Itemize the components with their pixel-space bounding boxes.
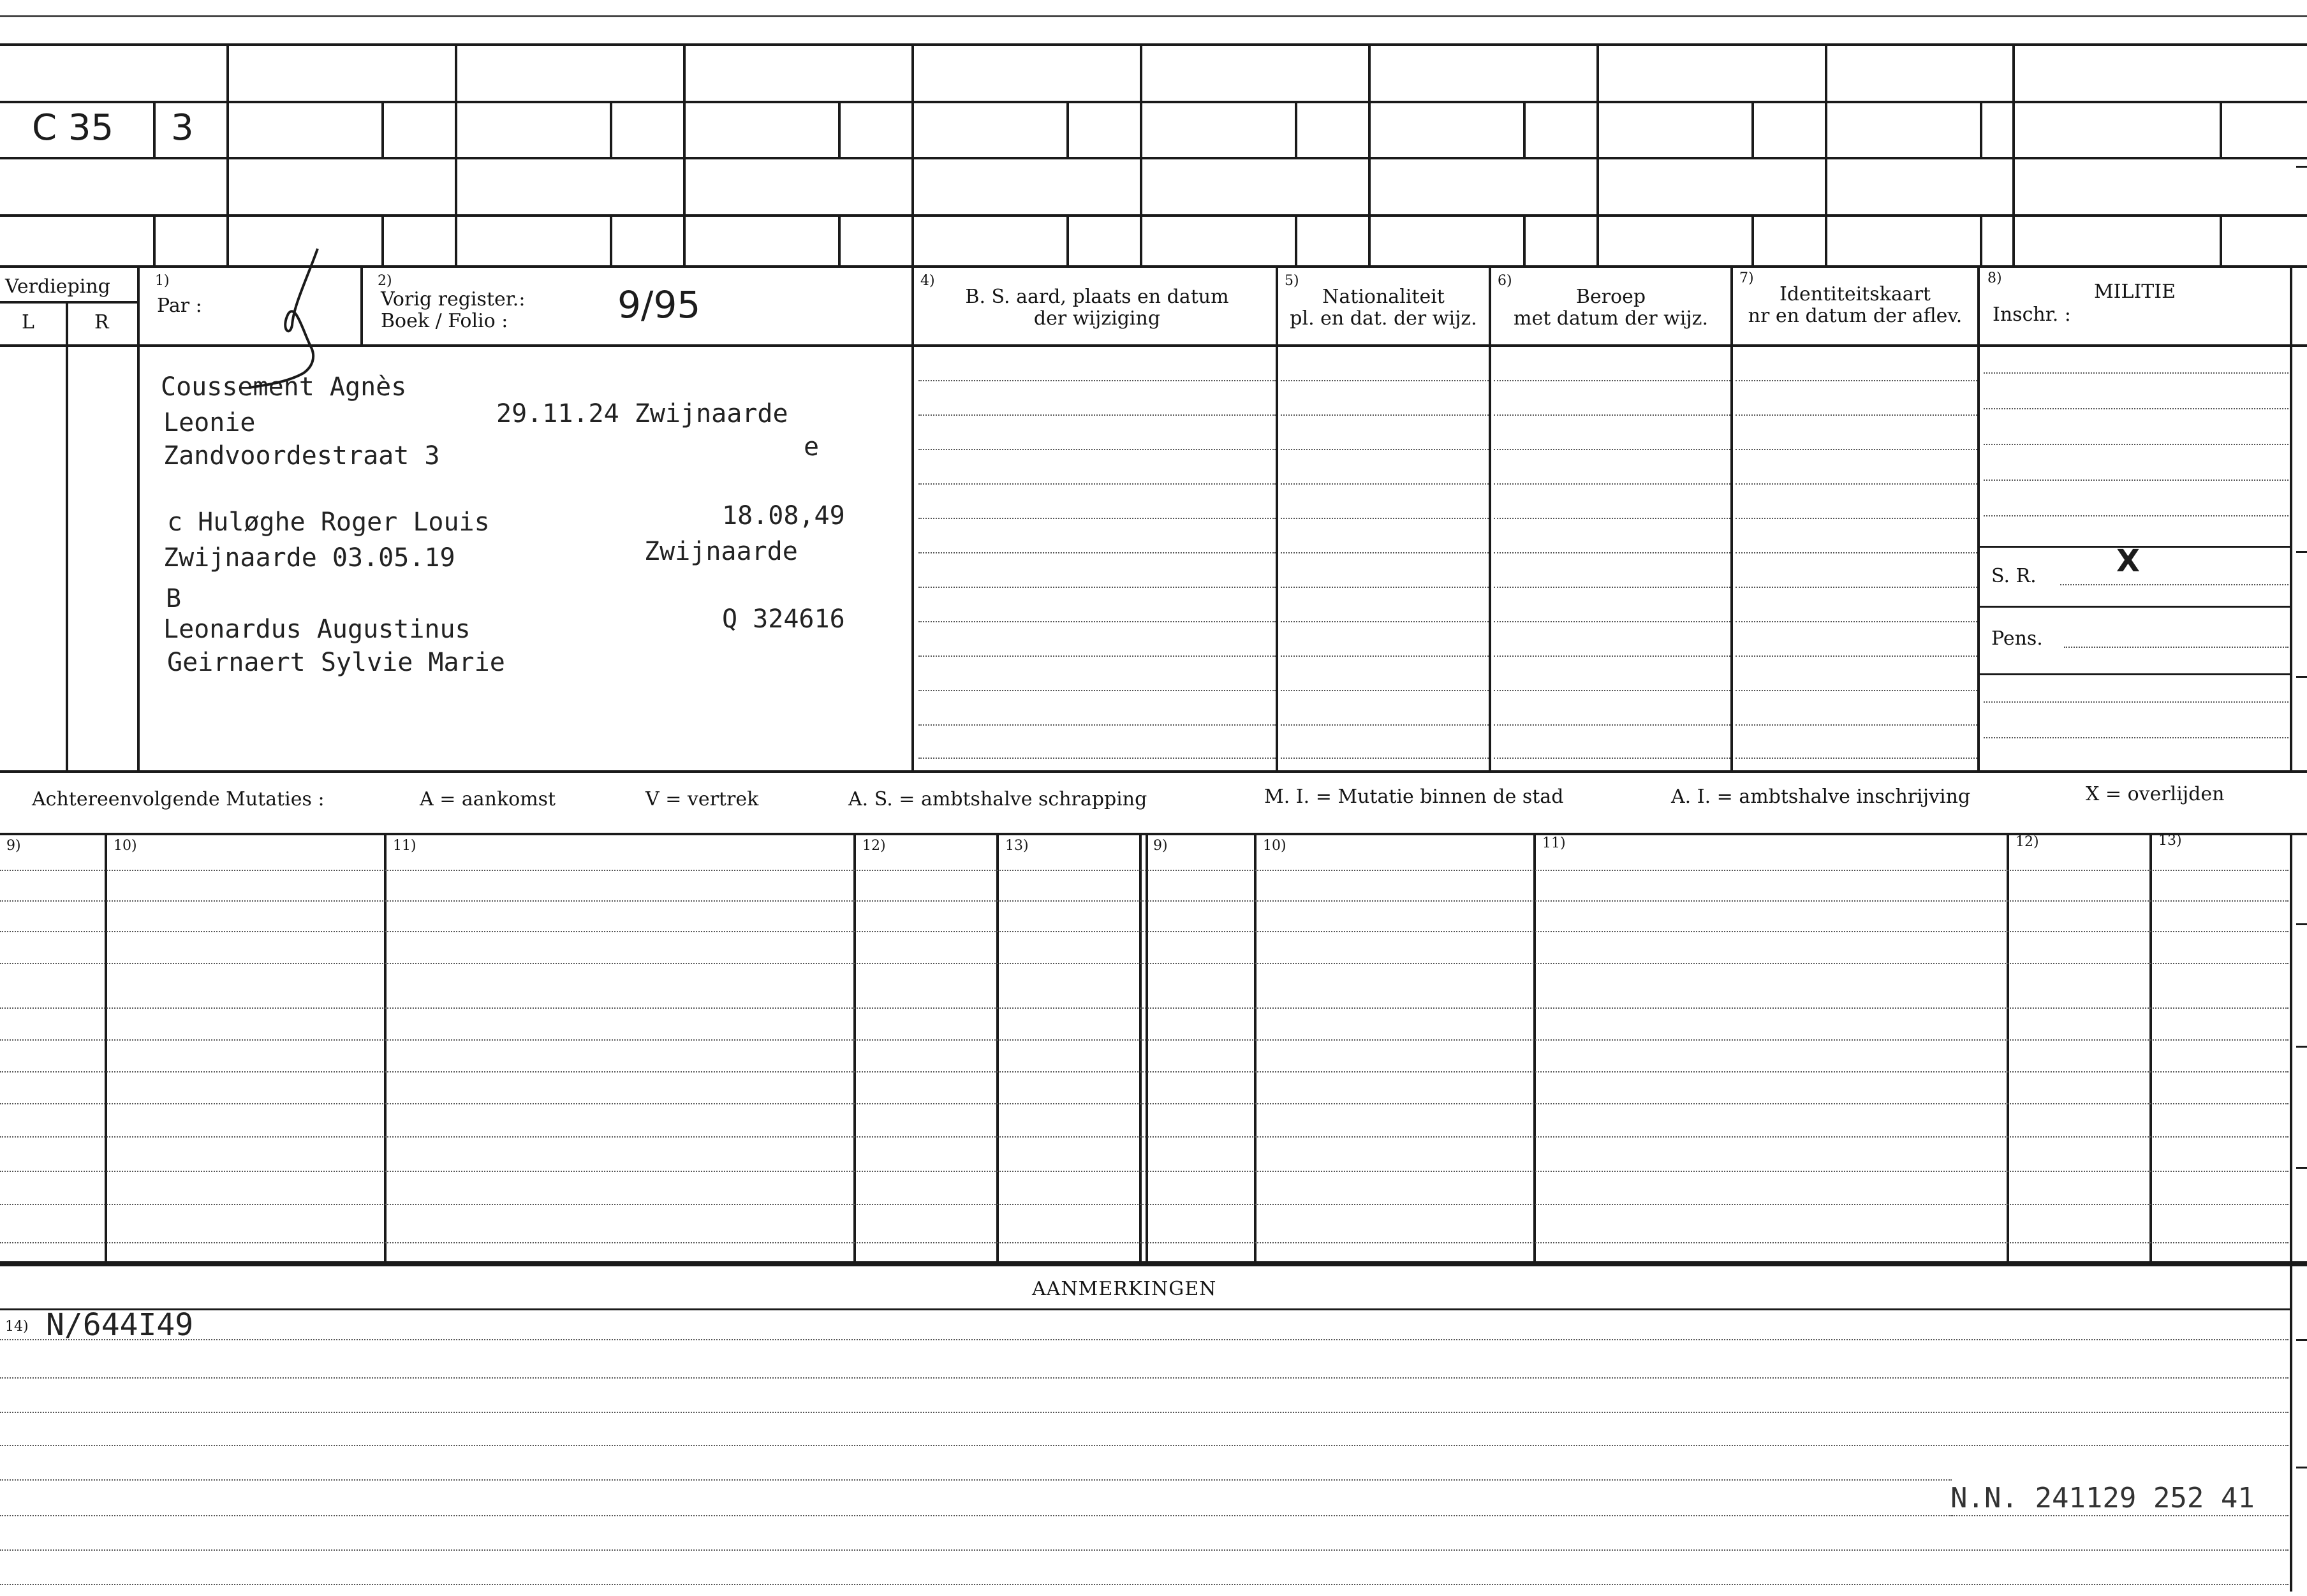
rule: [2290, 833, 2292, 1592]
col-12-left: 12): [862, 838, 886, 854]
dotted-rule: [0, 1171, 2289, 1172]
rule: [381, 214, 384, 265]
mutatie-as: A. S. = ambtshalve schrapping: [848, 788, 1147, 810]
rule: [0, 301, 137, 304]
rule: [853, 833, 856, 1261]
dotted-rule: [1736, 758, 1977, 759]
vorig-num: 2): [378, 273, 392, 289]
dotted-rule: [1984, 372, 2289, 374]
dotted-rule: [1281, 518, 1489, 519]
col-l-label: L: [22, 311, 34, 333]
dotted-rule: [1736, 690, 1977, 691]
person-address: Zandvoordestraat 3: [163, 441, 440, 471]
bs-line2: der wijziging: [1033, 307, 1161, 330]
person-e-mark: e: [804, 432, 820, 462]
dotted-rule: [1736, 655, 1977, 657]
rule: [1977, 265, 1980, 772]
rule: [2296, 1339, 2307, 1341]
dotted-rule: [1736, 587, 1977, 588]
rule: [2012, 43, 2015, 265]
rule: [381, 101, 384, 157]
dotted-rule: [0, 1136, 2289, 1138]
dotted-rule: [918, 587, 1276, 588]
rule: [384, 833, 387, 1261]
rule: [0, 43, 2307, 46]
rule: [1066, 101, 1069, 157]
dotted-rule: [918, 724, 1276, 726]
rule: [1730, 265, 1733, 772]
dotted-rule: [1736, 414, 1977, 416]
dotted-rule: [1281, 449, 1489, 450]
dotted-rule: [0, 1071, 2289, 1073]
rule: [2296, 166, 2307, 168]
dotted-rule: [918, 552, 1276, 553]
mil-inschr: Inschr. :: [1993, 304, 2071, 326]
rule: [610, 214, 612, 265]
rule: [0, 770, 2307, 773]
rule: [2296, 1467, 2307, 1468]
rule: [1139, 833, 1142, 1261]
rule: [0, 344, 137, 347]
rule: [2007, 833, 2009, 1261]
sr-value: X: [2116, 543, 2141, 579]
dotted-rule: [918, 758, 1276, 759]
dotted-rule: [1736, 449, 1977, 450]
mutatie-a: A = aankomst: [420, 788, 556, 810]
dotted-rule: [1281, 690, 1489, 691]
rule: [105, 833, 107, 1261]
rule: [1523, 214, 1526, 265]
par-label: Par :: [157, 295, 202, 317]
rule: [1066, 214, 1069, 265]
rule: [1146, 833, 1148, 1261]
dotted-rule: [1736, 621, 1977, 622]
pens-label: Pens.: [1991, 627, 2043, 650]
person-father: Leonardus Augustinus: [163, 615, 471, 644]
rule: [1751, 214, 1754, 265]
person-spouse: c Huløghe Roger Louis: [167, 508, 490, 537]
dotted-rule: [1494, 758, 1730, 759]
boek-value: 9/95: [617, 283, 701, 326]
dotted-rule: [0, 963, 2289, 964]
rule: [610, 101, 612, 157]
rule: [1368, 43, 1371, 265]
person-mother: Geirnaert Sylvie Marie: [167, 648, 505, 677]
rule: [1295, 214, 1297, 265]
rule: [1533, 833, 1536, 1261]
dotted-rule: [0, 870, 2289, 871]
dotted-rule: [0, 1584, 2289, 1585]
rule: [1751, 101, 1754, 157]
mutaties-title: Achtereenvolgende Mutaties :: [32, 788, 325, 810]
person-birth: 29.11.24 Zwijnaarde: [496, 399, 788, 428]
dotted-rule: [1494, 449, 1730, 450]
dotted-rule: [1281, 380, 1489, 381]
ber-line1: Beroep: [1575, 286, 1646, 308]
dotted-rule: [1281, 655, 1489, 657]
rule: [0, 214, 2307, 217]
dotted-rule: [0, 1339, 2289, 1340]
col-10-right: 10): [1263, 838, 1286, 854]
vorig-label: Vorig register.:: [381, 288, 526, 311]
par-signature: [242, 242, 370, 408]
dotted-rule: [1984, 480, 2289, 481]
dotted-rule: [2064, 647, 2289, 648]
dotted-rule: [1984, 408, 2289, 409]
person-spouse-birth: Zwijnaarde 03.05.19: [163, 543, 455, 573]
col-10-left: 10): [114, 838, 137, 854]
rule: [1489, 265, 1491, 772]
ber-line2: met datum der wijz.: [1514, 307, 1708, 330]
rule: [0, 1264, 2307, 1266]
dotted-rule: [0, 1412, 2289, 1413]
person-name: Coussement Agnès: [161, 372, 407, 402]
rule: [1254, 833, 1257, 1261]
rule: [1977, 606, 2290, 608]
person-firstname: Leonie: [163, 408, 256, 437]
dotted-rule: [1281, 414, 1489, 416]
rule: [1596, 43, 1599, 265]
rule: [2220, 214, 2222, 265]
bs-line1: B. S. aard, plaats en datum: [965, 286, 1229, 308]
dotted-rule: [0, 931, 2289, 932]
dotted-rule: [1494, 724, 1730, 726]
col-12-right: 12): [2016, 834, 2039, 850]
person-id-number: Q 324616: [722, 604, 845, 634]
top-edge: [0, 15, 2307, 17]
rule: [1276, 265, 1278, 772]
rule: [911, 43, 914, 265]
dotted-rule: [1281, 483, 1489, 485]
dotted-rule: [1281, 724, 1489, 726]
dotted-rule: [0, 1204, 2289, 1205]
dotted-rule: [1494, 552, 1730, 553]
dotted-rule: [0, 1445, 2289, 1446]
aanmerkingen-value: N/644I49: [46, 1307, 194, 1343]
dotted-rule: [0, 1515, 1952, 1516]
rule: [1140, 43, 1142, 265]
dotted-rule: [1494, 414, 1730, 416]
dotted-rule: [0, 1549, 2289, 1551]
dotted-rule: [1494, 483, 1730, 485]
dotted-rule: [1494, 518, 1730, 519]
col-13-left: 13): [1005, 838, 1029, 854]
ber-num: 6): [1498, 273, 1512, 289]
dotted-rule: [918, 655, 1276, 657]
rule: [0, 101, 2307, 103]
id-line2: nr en datum der aflev.: [1748, 305, 1963, 327]
top-number: 3: [171, 107, 194, 149]
rule: [1980, 101, 1982, 157]
dotted-rule: [1281, 552, 1489, 553]
dotted-rule: [2060, 584, 2289, 585]
mutatie-v: V = vertrek: [645, 788, 759, 810]
nat-line1: Nationaliteit: [1322, 286, 1445, 308]
bs-num: 4): [920, 273, 935, 289]
rule: [0, 1308, 2290, 1310]
dotted-rule: [1984, 701, 2289, 703]
rule: [2296, 551, 2307, 553]
sr-label: S. R.: [1991, 565, 2037, 587]
rule: [1295, 101, 1297, 157]
person-b-mark: B: [166, 584, 182, 613]
boek-label: Boek / Folio :: [381, 310, 508, 332]
rule: [1523, 101, 1526, 157]
dotted-rule: [1984, 444, 2289, 445]
dotted-rule: [1281, 587, 1489, 588]
dotted-rule: [1494, 621, 1730, 622]
dotted-rule: [918, 414, 1276, 416]
dotted-rule: [1984, 737, 2289, 738]
dotted-rule: [918, 690, 1276, 691]
aanmerkingen-num: 14): [5, 1319, 29, 1335]
rule: [683, 43, 686, 265]
dotted-rule: [918, 380, 1276, 381]
nat-num: 5): [1285, 273, 1299, 289]
top-code: C 35: [32, 107, 114, 149]
dotted-rule: [918, 449, 1276, 450]
rule: [1977, 673, 2290, 675]
rule: [2296, 676, 2307, 678]
dotted-rule: [1952, 1515, 2289, 1516]
dotted-rule: [0, 1103, 2289, 1104]
mutatie-ai: A. I. = ambtshalve inschrijving: [1671, 786, 1971, 808]
dotted-rule: [1494, 690, 1730, 691]
dotted-rule: [918, 483, 1276, 485]
dotted-rule: [0, 900, 2289, 902]
dotted-rule: [0, 1039, 2289, 1041]
col-11-right: 11): [1542, 835, 1566, 851]
rule: [2290, 265, 2292, 772]
rule: [1825, 43, 1827, 265]
rule: [2296, 923, 2307, 925]
verdieping-label: Verdieping: [5, 275, 110, 298]
par-num: 1): [155, 273, 170, 289]
rule: [838, 214, 841, 265]
person-marriage-place: Zwijnaarde: [644, 537, 798, 566]
rule: [66, 301, 68, 772]
aanmerkingen-title: AANMERKINGEN: [1032, 1278, 1217, 1300]
dotted-rule: [1494, 655, 1730, 657]
dotted-rule: [0, 1377, 2289, 1379]
rule: [2296, 1046, 2307, 1048]
dotted-rule: [1494, 587, 1730, 588]
dotted-rule: [0, 1242, 2289, 1243]
mil-title: MILITIE: [2093, 281, 2176, 303]
rule: [0, 833, 2307, 835]
rule: [838, 101, 841, 157]
dotted-rule: [1736, 483, 1977, 485]
rule: [137, 265, 140, 772]
rule: [2220, 101, 2222, 157]
dotted-rule: [1281, 758, 1489, 759]
id-line1: Identiteitskaart: [1780, 283, 1931, 305]
col-11-left: 11): [393, 838, 416, 854]
rule: [911, 265, 914, 772]
rule: [153, 101, 156, 157]
id-num: 7): [1739, 270, 1754, 286]
person-spouse-date: 18.08,49: [722, 501, 845, 531]
dotted-rule: [1736, 552, 1977, 553]
dotted-rule: [0, 1479, 1952, 1481]
rule: [0, 157, 2307, 159]
rule: [153, 214, 156, 265]
rule: [226, 43, 229, 265]
col-r-label: R: [94, 311, 109, 333]
dotted-rule: [1736, 724, 1977, 726]
col-9-left: 9): [6, 838, 21, 854]
rule: [2296, 1167, 2307, 1169]
rule: [996, 833, 999, 1261]
rule: [1980, 214, 1982, 265]
dotted-rule: [918, 621, 1276, 622]
mil-num: 8): [1987, 270, 2002, 286]
dotted-rule: [1494, 380, 1730, 381]
dotted-rule: [918, 518, 1276, 519]
rule: [455, 43, 457, 265]
dotted-rule: [0, 1007, 2289, 1009]
rule: [137, 344, 2307, 347]
nat-line2: pl. en dat. der wijz.: [1290, 307, 1477, 330]
dotted-rule: [1281, 621, 1489, 622]
dotted-rule: [1736, 518, 1977, 519]
col-13-right: 13): [2158, 833, 2182, 849]
rule: [2149, 833, 2152, 1261]
dotted-rule: [1984, 515, 2289, 516]
mutatie-x: X = overlijden: [2086, 783, 2225, 805]
national-number: N.N. 241129 252 41: [1950, 1482, 2255, 1514]
mutatie-mi: M. I. = Mutatie binnen de stad: [1264, 786, 1564, 808]
dotted-rule: [1736, 380, 1977, 381]
col-9-right: 9): [1153, 838, 1168, 854]
